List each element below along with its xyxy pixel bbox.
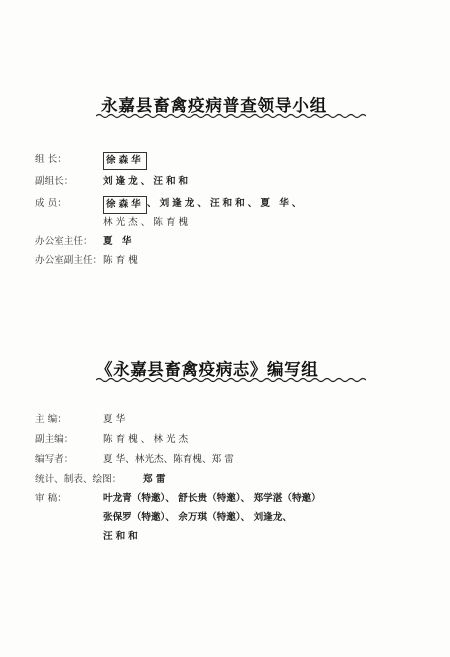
value: 陈育槐、林光杰 bbox=[103, 434, 192, 445]
label: 编写者： bbox=[35, 454, 74, 465]
label: 成 员： bbox=[35, 198, 67, 209]
section1-title: 永嘉县畜禽疫病普查领导小组 bbox=[101, 96, 328, 115]
label: 组 长： bbox=[35, 154, 67, 165]
value: 夏 华、林光杰、陈育槐、郑 雷 bbox=[103, 454, 234, 465]
value: 徐森华 bbox=[103, 196, 147, 214]
value: 陈育槐 bbox=[103, 255, 141, 266]
label: 副组长： bbox=[35, 176, 74, 187]
value: 夏华 bbox=[103, 414, 129, 425]
title-underline-wavy bbox=[96, 113, 366, 119]
label: 审 稿： bbox=[35, 493, 67, 504]
value: 、刘逢龙、汪和和、夏 华、 bbox=[147, 198, 305, 209]
value: 林光杰、陈育槐 bbox=[103, 217, 192, 228]
section2-title: 《永嘉县畜禽疫病志》编写组 bbox=[96, 360, 319, 379]
value: 汪和和 bbox=[103, 531, 141, 542]
value: 徐森华 bbox=[103, 152, 147, 170]
label: 办公室副主任： bbox=[35, 255, 103, 266]
title-underline-wavy bbox=[96, 377, 366, 383]
label: 办公室主任： bbox=[35, 236, 93, 247]
value: 张保罗（特邀）、 佘万琪（特邀）、 刘逢龙、 bbox=[103, 512, 292, 523]
value: 叶龙青（特邀）、 舒长贵（特邀）、 郑学湛（特邀） bbox=[103, 493, 321, 504]
value: 刘逢龙、汪和和 bbox=[103, 176, 192, 187]
label: 副主编： bbox=[35, 434, 74, 445]
value: 郑 雷 bbox=[143, 474, 166, 485]
label: 统计、制表、绘图： bbox=[35, 474, 122, 485]
value: 夏 华 bbox=[103, 236, 135, 247]
label: 主 编： bbox=[35, 414, 67, 425]
